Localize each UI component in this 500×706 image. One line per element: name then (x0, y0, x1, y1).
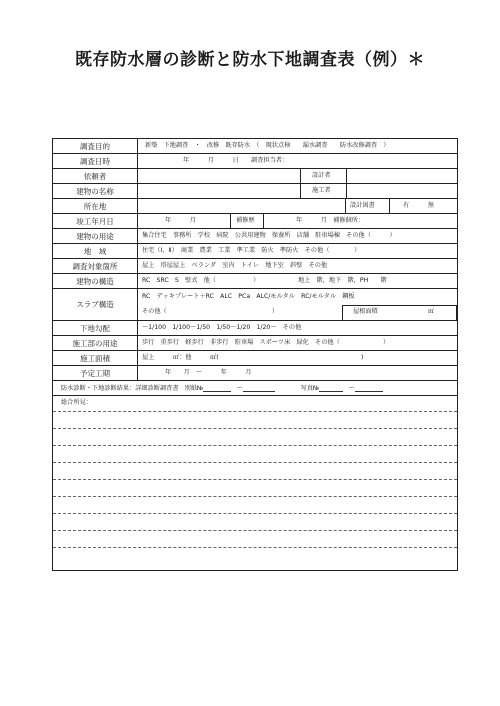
label-contractor: 施工者 (312, 187, 331, 194)
row-survey-date (53, 154, 457, 169)
structure-floors: 地上 階，地下 階，PH 階 (298, 277, 387, 284)
label-construction-size: 施工面積 (53, 351, 138, 365)
label-construction-area: 施工部の用途 (53, 336, 138, 350)
row-location (53, 199, 457, 214)
row-client (53, 169, 457, 184)
survey-form (52, 138, 458, 571)
row-target-area (53, 259, 457, 274)
construction-size-value: 屋上 ㎡：他 ㎡( ) (142, 354, 364, 361)
construction-area-options: 歩行 重歩行 軽歩行 非歩行 駐車場 スポーツ床 緑化 その他（ ） (142, 339, 390, 346)
ruled-line (53, 530, 457, 531)
slab-options-line1: RC デッキプレート＋RC ALC PCa ALC/モルタル RC/モルタル 鋼板 (142, 293, 355, 300)
label-target-area: 調査対象箇所 (53, 259, 138, 273)
zone-options: 住宅（Ⅰ，Ⅱ） 商業 農業 工業 準工業 防火 準防火 その他（ ） (142, 247, 361, 254)
diagnosis-result-text (61, 385, 383, 392)
slope-options: ～1/100 1/100～1/50 1/50～1/20 1/20～ その他 (142, 324, 302, 331)
label-schedule: 予定工期 (53, 366, 138, 380)
structure-options: RC SRC S 壁式 他（ ） (142, 277, 260, 284)
diagnosis-result-prefix: 防水診断・下地診断結果：詳細診断調査書 (61, 384, 179, 392)
label-usage: 建物の用途 (53, 229, 138, 243)
row-schedule (53, 366, 457, 381)
label-survey-purpose: 調査目的 (53, 139, 138, 153)
label-structure: 建物の構造 (53, 274, 138, 288)
row-zone (53, 244, 457, 259)
row-construction-size (53, 351, 457, 366)
label-design-docs: 設計図書 (350, 202, 375, 209)
label-survey-date: 調査日時 (53, 154, 138, 168)
general-findings-area (53, 396, 457, 570)
photo-no-blank-end (355, 385, 383, 392)
label-slope: 下地勾配 (53, 321, 138, 335)
ruled-line (53, 547, 457, 548)
usage-options: 集合住宅 事務所 学校 病院 公共用建物 保養所 店舗 駐車場棟 その他（ ） (142, 232, 396, 239)
label-repair-history: 補修歴 (236, 217, 255, 224)
row-completion (53, 214, 457, 229)
attachment-no-label: 別紙№ (184, 384, 204, 392)
label-building-name: 建物の名称 (53, 184, 138, 198)
label-completion: 竣工年月日 (53, 214, 138, 228)
row-building-name (53, 184, 457, 199)
label-roof-area: 屋根面積 (353, 308, 378, 315)
attachment-no-tilde: ～ (236, 384, 243, 392)
completion-year-month: 年 月 (165, 217, 196, 224)
row-construction-area (53, 336, 457, 351)
row-slope (53, 321, 457, 336)
design-docs-options: 有 無 (403, 202, 434, 209)
attachment-no-blank-end (243, 385, 275, 392)
row-usage (53, 229, 457, 244)
ruled-line (53, 445, 457, 446)
row-structure (53, 274, 457, 289)
row-diagnosis-result (53, 381, 457, 396)
label-designer: 設計者 (312, 172, 331, 179)
target-area-options: 屋上 塔屋屋上 ベランダ 室内 トイレ 地下室 斜壁 その他 (142, 262, 328, 269)
slab-options-line2: その他（ ） (142, 308, 279, 315)
label-client: 依頼者 (53, 169, 138, 183)
label-slab: スラブ構造 (53, 289, 138, 320)
attachment-no-blank-start (203, 385, 231, 392)
roof-area-unit: ㎡ (428, 308, 435, 315)
row-slab (53, 289, 457, 321)
ruled-line (53, 479, 457, 480)
label-location: 所在地 (53, 199, 138, 213)
photo-no-blank-start (319, 385, 343, 392)
ruled-line (53, 513, 457, 514)
label-zone: 地 域 (53, 244, 138, 258)
label-general-findings: 総合所見： (61, 399, 92, 406)
row-survey-purpose (53, 139, 457, 154)
ruled-line (53, 428, 457, 429)
ruled-line (53, 411, 457, 412)
photo-no-tilde: ～ (348, 384, 355, 392)
ruled-line (53, 496, 457, 497)
document-title: 既存防水層の診断と防水下地調査表（例）＊ (75, 50, 425, 70)
survey-purpose-options: 新築 下地調査 ・ 改修 既存防水 （ 現状点検 漏水調査 防水改修調査 ） (145, 142, 390, 149)
survey-date-value: 年 月 日 調査担当者： (183, 157, 289, 164)
repair-history-value: 年 月 補修個所： (296, 217, 365, 224)
photo-no-label: 写真№ (300, 384, 320, 392)
schedule-value: 年 月 ～ 年 月 (165, 369, 252, 376)
ruled-line (53, 462, 457, 463)
